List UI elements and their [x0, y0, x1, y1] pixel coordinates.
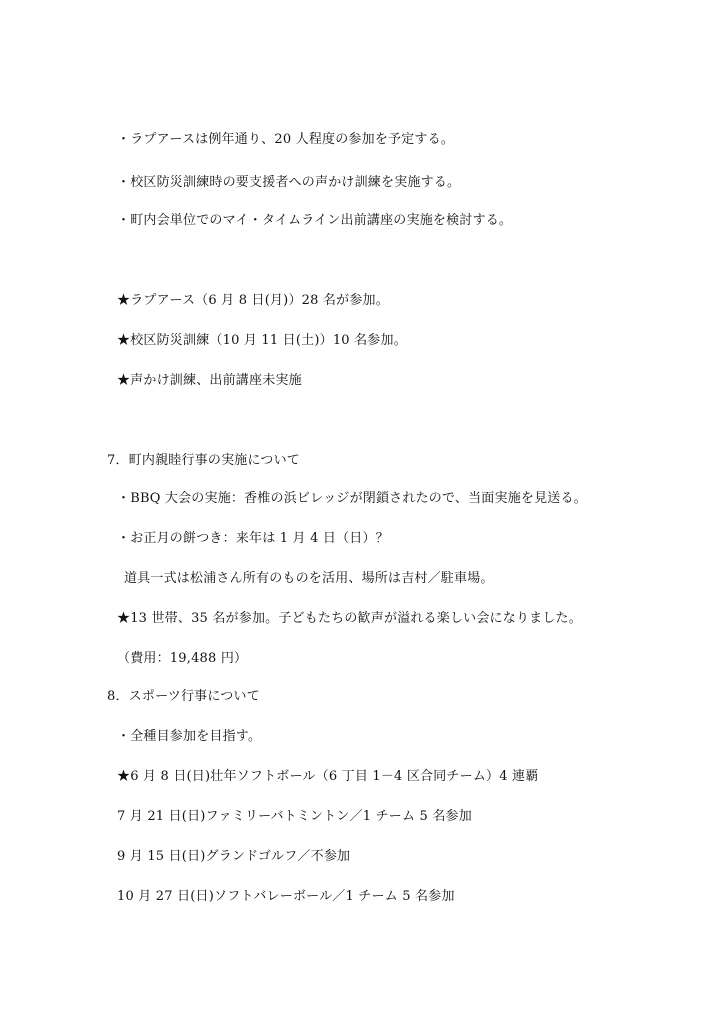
section-8-line-goal: ・全種目参加を目指す。 [117, 729, 262, 744]
section-7-line-cost: （費用：19,488 円） [117, 651, 248, 666]
result-line-not-implemented: ★声かけ訓練、出前講座未実施 [117, 373, 302, 388]
section-7-line-bbq: ・BBQ 大会の実施：香椎の浜ビレッジが閉鎖されたので、当面実施を見送る。 [117, 491, 587, 506]
section-8-heading: 8．スポーツ行事について [107, 689, 260, 704]
section-7-heading: 7．町内親睦行事の実施について [107, 453, 301, 468]
plan-line-rap-earth: ・ラプアースは例年通り、20 人程度の参加を予定する。 [117, 132, 455, 147]
result-line-rap-earth: ★ラプアース（6 月 8 日(月)）28 名が参加。 [117, 293, 389, 308]
result-line-disaster-drill: ★校区防災訓練（10 月 11 日(土)）10 名参加。 [117, 333, 407, 348]
section-8-line-ground-golf: 9 月 15 日(日)グランドゴルフ／不参加 [117, 849, 351, 864]
section-7-line-mochitsuki: ・お正月の餅つき：来年は 1 月 4 日（日）？ [117, 531, 389, 546]
section-8-line-badminton: 7 月 21 日(日)ファミリーバトミントン／1 チーム 5 名参加 [117, 809, 472, 824]
section-7-line-result: ★13 世帯、35 名が参加。子どもたちの歓声が溢れる楽しい会になりました。 [117, 611, 582, 626]
section-7-line-equipment: 道具一式は松浦さん所有のものを活用、場所は吉村／駐車場。 [124, 571, 494, 586]
section-8-line-softball: ★6 月 8 日(日)壮年ソフトボール（6 丁目 1－4 区合同チーム）4 連覇 [117, 769, 539, 784]
section-8-line-volleyball: 10 月 27 日(日)ソフトバレーボール／1 チーム 5 名参加 [117, 889, 455, 904]
plan-line-disaster-drill: ・校区防災訓練時の要支援者への声かけ訓練を実施する。 [117, 175, 461, 190]
plan-line-timeline-lecture: ・町内会単位でのマイ・タイムライン出前講座の実施を検討する。 [117, 213, 513, 228]
